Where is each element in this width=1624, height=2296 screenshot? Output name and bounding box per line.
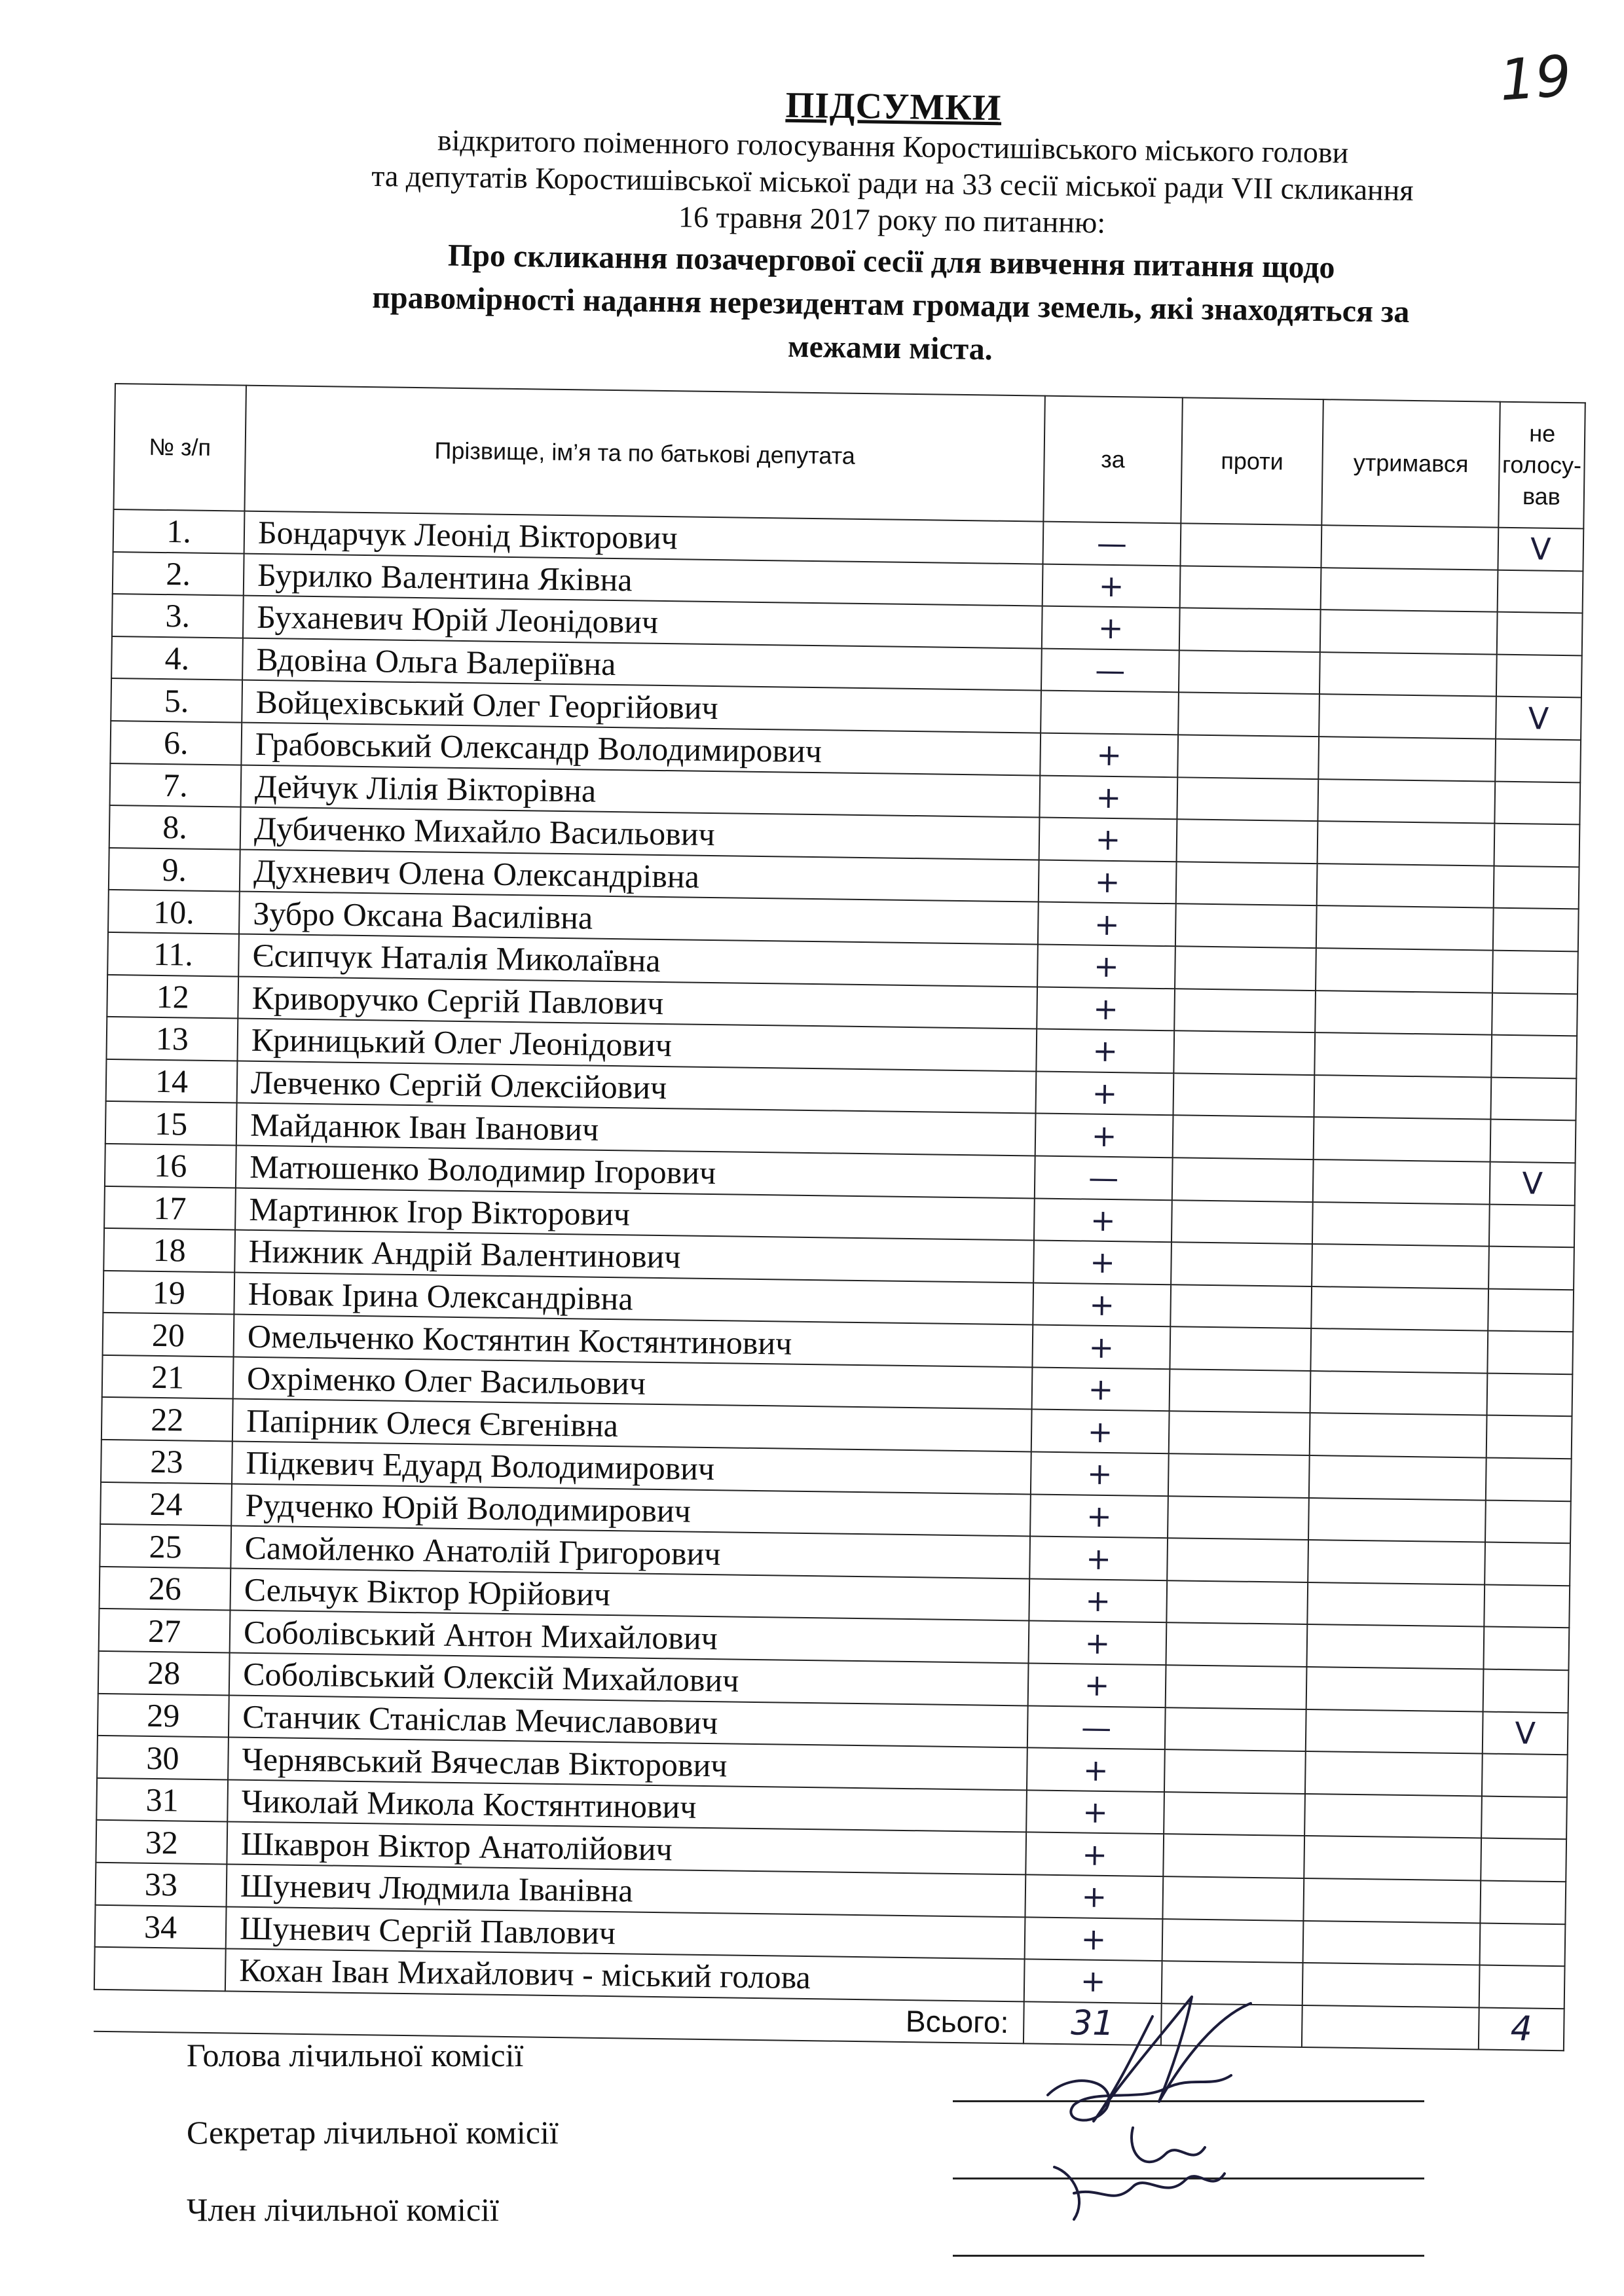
topic-line-3: межами міста. bbox=[787, 329, 993, 367]
vote-ne-holosuvav bbox=[1496, 654, 1582, 697]
row-number: 8. bbox=[109, 805, 241, 849]
vote-ne-holosuvav bbox=[1485, 1500, 1571, 1543]
topic-line-2: правомірності надання нерезидентам громади земель, які знаходяться за bbox=[371, 280, 1410, 330]
vote-ne-holosuvav bbox=[1492, 993, 1578, 1036]
vote-utrymavsia bbox=[1311, 1286, 1488, 1331]
row-number: 19 bbox=[103, 1271, 234, 1315]
vote-utrymavsia bbox=[1305, 1751, 1483, 1796]
vote-ne-holosuvav bbox=[1494, 866, 1579, 909]
row-number: 1. bbox=[113, 509, 245, 553]
row-number: 14 bbox=[106, 1059, 238, 1103]
row-number: 25 bbox=[100, 1524, 231, 1568]
deputy-name: Буханевич Юрій Леонідович bbox=[243, 596, 1043, 649]
deputy-name: Криворучко Сергій Павлович bbox=[238, 976, 1037, 1029]
vote-ne-holosuvav bbox=[1486, 1458, 1572, 1501]
vote-ne-holosuvav bbox=[1481, 1796, 1567, 1839]
vote-utrymavsia bbox=[1317, 864, 1494, 908]
vote-proty bbox=[1179, 608, 1321, 652]
vote-za: — bbox=[1035, 1156, 1173, 1199]
vote-ne-holosuvav bbox=[1480, 1881, 1566, 1924]
vote-utrymavsia bbox=[1308, 1540, 1485, 1584]
vote-za bbox=[1041, 691, 1179, 735]
total-za: 31 bbox=[1024, 2001, 1162, 2045]
voting-table-wrapper bbox=[93, 383, 1585, 2052]
vote-ne-holosuvav: V bbox=[1496, 697, 1581, 740]
vote-za: + bbox=[1029, 1621, 1167, 1665]
vote-proty bbox=[1180, 566, 1321, 610]
vote-utrymavsia bbox=[1321, 525, 1498, 570]
vote-ne-holosuvav bbox=[1486, 1415, 1572, 1459]
topic-line-1: Про скликання позачергової сесії для вивчення питання щодо bbox=[447, 238, 1335, 285]
col-header-utrymavsia: утримався bbox=[1321, 399, 1500, 528]
vote-proty bbox=[1166, 1665, 1307, 1709]
vote-proty bbox=[1173, 1116, 1314, 1159]
vote-ne-holosuvav bbox=[1490, 1077, 1576, 1120]
deputy-name: Папірник Олеся Євгенівна bbox=[232, 1399, 1032, 1452]
vote-utrymavsia bbox=[1320, 610, 1498, 654]
deputy-name: Сельчук Віктор Юрійович bbox=[230, 1568, 1029, 1621]
vote-proty bbox=[1168, 1496, 1309, 1540]
vote-ne-holosuvav bbox=[1497, 612, 1583, 655]
vote-za: + bbox=[1031, 1452, 1169, 1496]
signature-label-secretary: Секретар лічильної комісії bbox=[187, 2114, 559, 2151]
row-number: 16 bbox=[105, 1144, 236, 1188]
vote-utrymavsia bbox=[1303, 1921, 1481, 1965]
vote-utrymavsia bbox=[1309, 1455, 1486, 1500]
vote-proty bbox=[1169, 1412, 1310, 1455]
row-number: 2. bbox=[113, 552, 244, 596]
vote-za: — bbox=[1027, 1705, 1166, 1749]
vote-proty bbox=[1170, 1285, 1312, 1328]
vote-ne-holosuvav bbox=[1494, 781, 1580, 824]
vote-ne-holosuvav: V bbox=[1498, 528, 1583, 571]
vote-ne-holosuvav bbox=[1483, 1669, 1569, 1713]
header-line-1: відкритого поіменного голосування Коростишівського міського голови bbox=[437, 123, 1349, 170]
row-number: 4. bbox=[111, 636, 243, 680]
row-number: 34 bbox=[95, 1904, 227, 1948]
deputy-name: Дейчук Лілія Вікторівна bbox=[241, 765, 1041, 818]
vote-utrymavsia bbox=[1303, 1878, 1481, 1923]
deputy-name: Бондарчук Леонід Вікторович bbox=[244, 511, 1044, 564]
deputy-name: Войцехівський Олег Георгійович bbox=[242, 680, 1041, 733]
vote-proty bbox=[1164, 1792, 1305, 1836]
vote-ne-holosuvav bbox=[1495, 739, 1581, 782]
deputy-name: Охріменко Олег Васильович bbox=[233, 1357, 1033, 1410]
vote-utrymavsia bbox=[1306, 1667, 1484, 1711]
vote-ne-holosuvav bbox=[1498, 570, 1583, 613]
row-number: 20 bbox=[103, 1313, 234, 1357]
vote-utrymavsia bbox=[1315, 991, 1492, 1035]
deputy-name: Омельченко Костянтин Костянтинович bbox=[234, 1315, 1033, 1368]
row-number: 7. bbox=[110, 763, 242, 807]
deputy-name: Чиколай Микола Костянтинович bbox=[227, 1779, 1027, 1832]
deputy-name: Рудченко Юрій Володимирович bbox=[231, 1484, 1031, 1537]
total-label: Всього: bbox=[94, 1990, 1024, 2044]
row-number: 10. bbox=[108, 890, 240, 934]
vote-proty bbox=[1174, 989, 1316, 1032]
row-number: 28 bbox=[98, 1651, 230, 1695]
row-number: 29 bbox=[98, 1693, 229, 1737]
deputy-name: Станчик Станіслав Мечиславович bbox=[229, 1695, 1028, 1748]
vote-proty bbox=[1168, 1453, 1310, 1497]
table-body bbox=[94, 509, 1583, 2009]
deputy-name: Зубро Оксана Василівна bbox=[239, 892, 1039, 945]
vote-proty bbox=[1162, 1919, 1304, 1963]
deputy-name: Грабовський Олександр Володимирович bbox=[241, 723, 1041, 776]
row-number: 18 bbox=[103, 1228, 235, 1272]
deputy-name: Левченко Сергій Олексійович bbox=[237, 1061, 1037, 1114]
vote-proty bbox=[1178, 693, 1320, 737]
deputy-name: Матюшенко Володимир Ігорович bbox=[236, 1145, 1035, 1198]
row-number: 23 bbox=[101, 1440, 232, 1484]
total-ne-holosuvav: 4 bbox=[1479, 2007, 1564, 2050]
vote-za: + bbox=[1031, 1410, 1170, 1453]
col-header-proty: проти bbox=[1181, 397, 1323, 525]
vote-proty bbox=[1175, 904, 1317, 948]
deputy-name: Соболівський Олексій Михайлович bbox=[229, 1652, 1029, 1705]
deputy-name: Майданюк Іван Іванович bbox=[236, 1103, 1036, 1156]
document-header bbox=[245, 76, 1539, 376]
vote-utrymavsia bbox=[1313, 1159, 1490, 1204]
vote-za: + bbox=[1039, 775, 1177, 819]
row-number: 11. bbox=[107, 932, 239, 976]
deputy-name: Шуневич Людмила Іванівна bbox=[227, 1864, 1026, 1917]
vote-za: + bbox=[1024, 1959, 1162, 2003]
vote-proty bbox=[1171, 1242, 1312, 1286]
vote-utrymavsia bbox=[1306, 1624, 1484, 1669]
vote-utrymavsia bbox=[1319, 694, 1496, 738]
vote-za: + bbox=[1042, 606, 1180, 650]
vote-ne-holosuvav bbox=[1491, 1035, 1577, 1078]
row-number: 3. bbox=[112, 594, 244, 638]
vote-ne-holosuvav bbox=[1481, 1838, 1566, 1882]
vote-ne-holosuvav bbox=[1479, 1965, 1565, 2009]
col-header-za: за bbox=[1043, 396, 1182, 524]
vote-proty bbox=[1162, 1876, 1304, 1920]
vote-proty bbox=[1175, 946, 1316, 990]
page-number: 19 bbox=[1497, 43, 1574, 114]
vote-za: + bbox=[1033, 1241, 1172, 1285]
deputy-name: Соболівський Антон Михайлович bbox=[230, 1611, 1029, 1664]
handwritten-signature bbox=[1035, 1977, 1316, 2226]
header-line-3: 16 травня 2017 року по питанню: bbox=[678, 200, 1106, 240]
vote-proty bbox=[1179, 650, 1320, 694]
vote-za: + bbox=[1025, 1874, 1163, 1918]
col-header-name: Прізвище, ім’я та по батькові депутата bbox=[244, 386, 1044, 522]
vote-ne-holosuvav: V bbox=[1483, 1711, 1568, 1755]
row-number: 13 bbox=[106, 1017, 238, 1061]
vote-za: — bbox=[1041, 648, 1179, 692]
vote-utrymavsia bbox=[1316, 948, 1493, 993]
deputy-name: Кохан Іван Михайлович - міський голова bbox=[225, 1949, 1025, 2002]
vote-za: + bbox=[1035, 1114, 1173, 1157]
row-number: 24 bbox=[100, 1482, 232, 1526]
vote-za: + bbox=[1039, 818, 1177, 862]
vote-proty bbox=[1163, 1834, 1304, 1878]
vote-za: + bbox=[1037, 944, 1175, 988]
vote-za: + bbox=[1032, 1325, 1170, 1369]
vote-proty bbox=[1172, 1157, 1314, 1201]
row-number: 6. bbox=[110, 721, 242, 765]
vote-proty bbox=[1176, 862, 1318, 905]
vote-proty bbox=[1166, 1580, 1308, 1624]
vote-ne-holosuvav bbox=[1480, 1923, 1566, 1966]
vote-ne-holosuvav bbox=[1487, 1331, 1573, 1374]
vote-proty bbox=[1166, 1623, 1308, 1667]
vote-ne-holosuvav bbox=[1492, 951, 1578, 994]
vote-za: + bbox=[1026, 1790, 1164, 1834]
row-number bbox=[94, 1947, 226, 1991]
vote-za: + bbox=[1034, 1198, 1172, 1242]
vote-za: — bbox=[1043, 522, 1181, 566]
vote-ne-holosuvav bbox=[1489, 1204, 1575, 1247]
vote-utrymavsia bbox=[1314, 1032, 1492, 1077]
vote-za: + bbox=[1040, 733, 1178, 777]
vote-za: + bbox=[1039, 860, 1177, 903]
vote-proty bbox=[1173, 1030, 1315, 1074]
voting-table bbox=[93, 383, 1586, 2052]
vote-ne-holosuvav bbox=[1485, 1542, 1570, 1586]
deputy-name: Самойленко Анатолій Григорович bbox=[231, 1526, 1030, 1579]
vote-ne-holosuvav bbox=[1490, 1120, 1576, 1163]
signature-label-chair: Голова лічильної комісії bbox=[187, 2037, 524, 2073]
deputy-name: Криницький Олег Леонідович bbox=[237, 1019, 1037, 1072]
vote-utrymavsia bbox=[1318, 779, 1495, 824]
deputy-name: Шуневич Сергій Павлович bbox=[226, 1906, 1025, 1959]
row-number: 22 bbox=[101, 1397, 233, 1441]
vote-za: + bbox=[1032, 1367, 1170, 1411]
vote-utrymavsia bbox=[1307, 1582, 1485, 1627]
vote-utrymavsia bbox=[1310, 1413, 1487, 1457]
row-number: 26 bbox=[99, 1567, 231, 1611]
vote-proty bbox=[1177, 777, 1318, 821]
deputy-name: Єсипчук Наталія Миколаївна bbox=[238, 934, 1038, 987]
table-header-row bbox=[113, 384, 1585, 528]
row-number: 30 bbox=[97, 1736, 229, 1779]
vote-za: + bbox=[1028, 1663, 1166, 1707]
deputy-name: Вдовіна Ольга Валеріївна bbox=[242, 638, 1042, 691]
vote-proty bbox=[1177, 735, 1319, 778]
row-number: 33 bbox=[96, 1863, 227, 1906]
vote-utrymavsia bbox=[1318, 821, 1495, 866]
vote-utrymavsia bbox=[1312, 1202, 1490, 1247]
col-header-num: № з/п bbox=[113, 384, 246, 511]
row-number: 12 bbox=[107, 974, 238, 1018]
row-number: 17 bbox=[104, 1186, 236, 1230]
row-number: 21 bbox=[102, 1355, 234, 1399]
deputy-name: Нижник Андрій Валентинович bbox=[234, 1230, 1034, 1283]
vote-ne-holosuvav bbox=[1487, 1373, 1573, 1416]
row-number: 5. bbox=[111, 678, 242, 722]
vote-utrymavsia bbox=[1308, 1498, 1486, 1542]
signature-label-member: Член лічильної комісії bbox=[187, 2191, 499, 2228]
vote-utrymavsia bbox=[1304, 1794, 1482, 1838]
deputy-name: Новак Ірина Олександрівна bbox=[234, 1272, 1033, 1325]
deputy-name: Шкаврон Віктор Анатолійович bbox=[227, 1822, 1026, 1875]
vote-za: + bbox=[1033, 1283, 1171, 1326]
row-number: 15 bbox=[105, 1101, 237, 1145]
vote-utrymavsia bbox=[1304, 1836, 1481, 1880]
vote-za: + bbox=[1029, 1537, 1168, 1580]
vote-za: + bbox=[1036, 1071, 1174, 1115]
vote-proty bbox=[1177, 819, 1318, 863]
vote-za: + bbox=[1025, 1917, 1163, 1961]
vote-utrymavsia bbox=[1310, 1371, 1488, 1415]
signature-line-member bbox=[953, 2255, 1424, 2257]
vote-utrymavsia bbox=[1321, 568, 1498, 612]
vote-utrymavsia bbox=[1310, 1328, 1488, 1373]
vote-ne-holosuvav bbox=[1483, 1627, 1569, 1670]
row-number: 31 bbox=[96, 1778, 228, 1822]
vote-za: + bbox=[1043, 564, 1181, 608]
deputy-name: Духневич Олена Олександрівна bbox=[240, 849, 1039, 902]
col-header-ne-holosuvav: не голосу-вав bbox=[1498, 402, 1585, 529]
vote-proty bbox=[1180, 523, 1321, 567]
document-title: ПІДСУМКИ bbox=[785, 84, 1002, 129]
vote-ne-holosuvav bbox=[1484, 1584, 1570, 1628]
row-number: 32 bbox=[96, 1820, 227, 1864]
row-number: 9. bbox=[109, 848, 240, 892]
deputy-name: Дубиченко Михайло Васильович bbox=[240, 807, 1040, 860]
vote-za: + bbox=[1029, 1578, 1167, 1622]
vote-za: + bbox=[1030, 1494, 1168, 1538]
vote-proty bbox=[1165, 1707, 1306, 1751]
vote-ne-holosuvav bbox=[1488, 1247, 1574, 1290]
vote-za: + bbox=[1038, 902, 1176, 946]
deputy-name: Підкевич Едуард Володимирович bbox=[232, 1442, 1031, 1495]
deputy-name: Чернявський Вячеслав Вікторович bbox=[228, 1738, 1027, 1791]
vote-utrymavsia bbox=[1318, 737, 1496, 781]
vote-za: + bbox=[1037, 987, 1175, 1030]
vote-za: + bbox=[1025, 1832, 1164, 1876]
vote-ne-holosuvav bbox=[1493, 908, 1579, 951]
vote-za: + bbox=[1027, 1748, 1165, 1792]
vote-utrymavsia bbox=[1314, 1075, 1491, 1120]
header-line-2: та депутатів Коростишівської міської ради на 33 сесії міської ради VII скликання bbox=[371, 158, 1414, 208]
vote-utrymavsia bbox=[1314, 1117, 1491, 1161]
vote-utrymavsia bbox=[1320, 652, 1497, 697]
vote-proty bbox=[1172, 1200, 1313, 1244]
vote-utrymavsia bbox=[1316, 905, 1494, 950]
deputy-name: Мартинюк Ігор Вікторович bbox=[235, 1188, 1035, 1241]
vote-proty bbox=[1164, 1749, 1306, 1793]
row-number: 27 bbox=[99, 1609, 231, 1652]
vote-proty bbox=[1173, 1073, 1314, 1117]
vote-ne-holosuvav bbox=[1494, 824, 1580, 867]
vote-utrymavsia bbox=[1302, 1963, 1480, 2007]
deputy-name: Бурилко Валентина Яківна bbox=[244, 553, 1043, 606]
vote-proty bbox=[1167, 1538, 1308, 1582]
vote-ne-holosuvav: V bbox=[1490, 1162, 1576, 1205]
vote-za: + bbox=[1036, 1029, 1174, 1073]
vote-ne-holosuvav bbox=[1488, 1288, 1574, 1332]
vote-utrymavsia bbox=[1312, 1244, 1489, 1288]
vote-ne-holosuvav bbox=[1482, 1754, 1568, 1797]
vote-proty bbox=[1170, 1369, 1311, 1413]
vote-utrymavsia bbox=[1306, 1709, 1483, 1754]
vote-proty bbox=[1170, 1327, 1311, 1371]
